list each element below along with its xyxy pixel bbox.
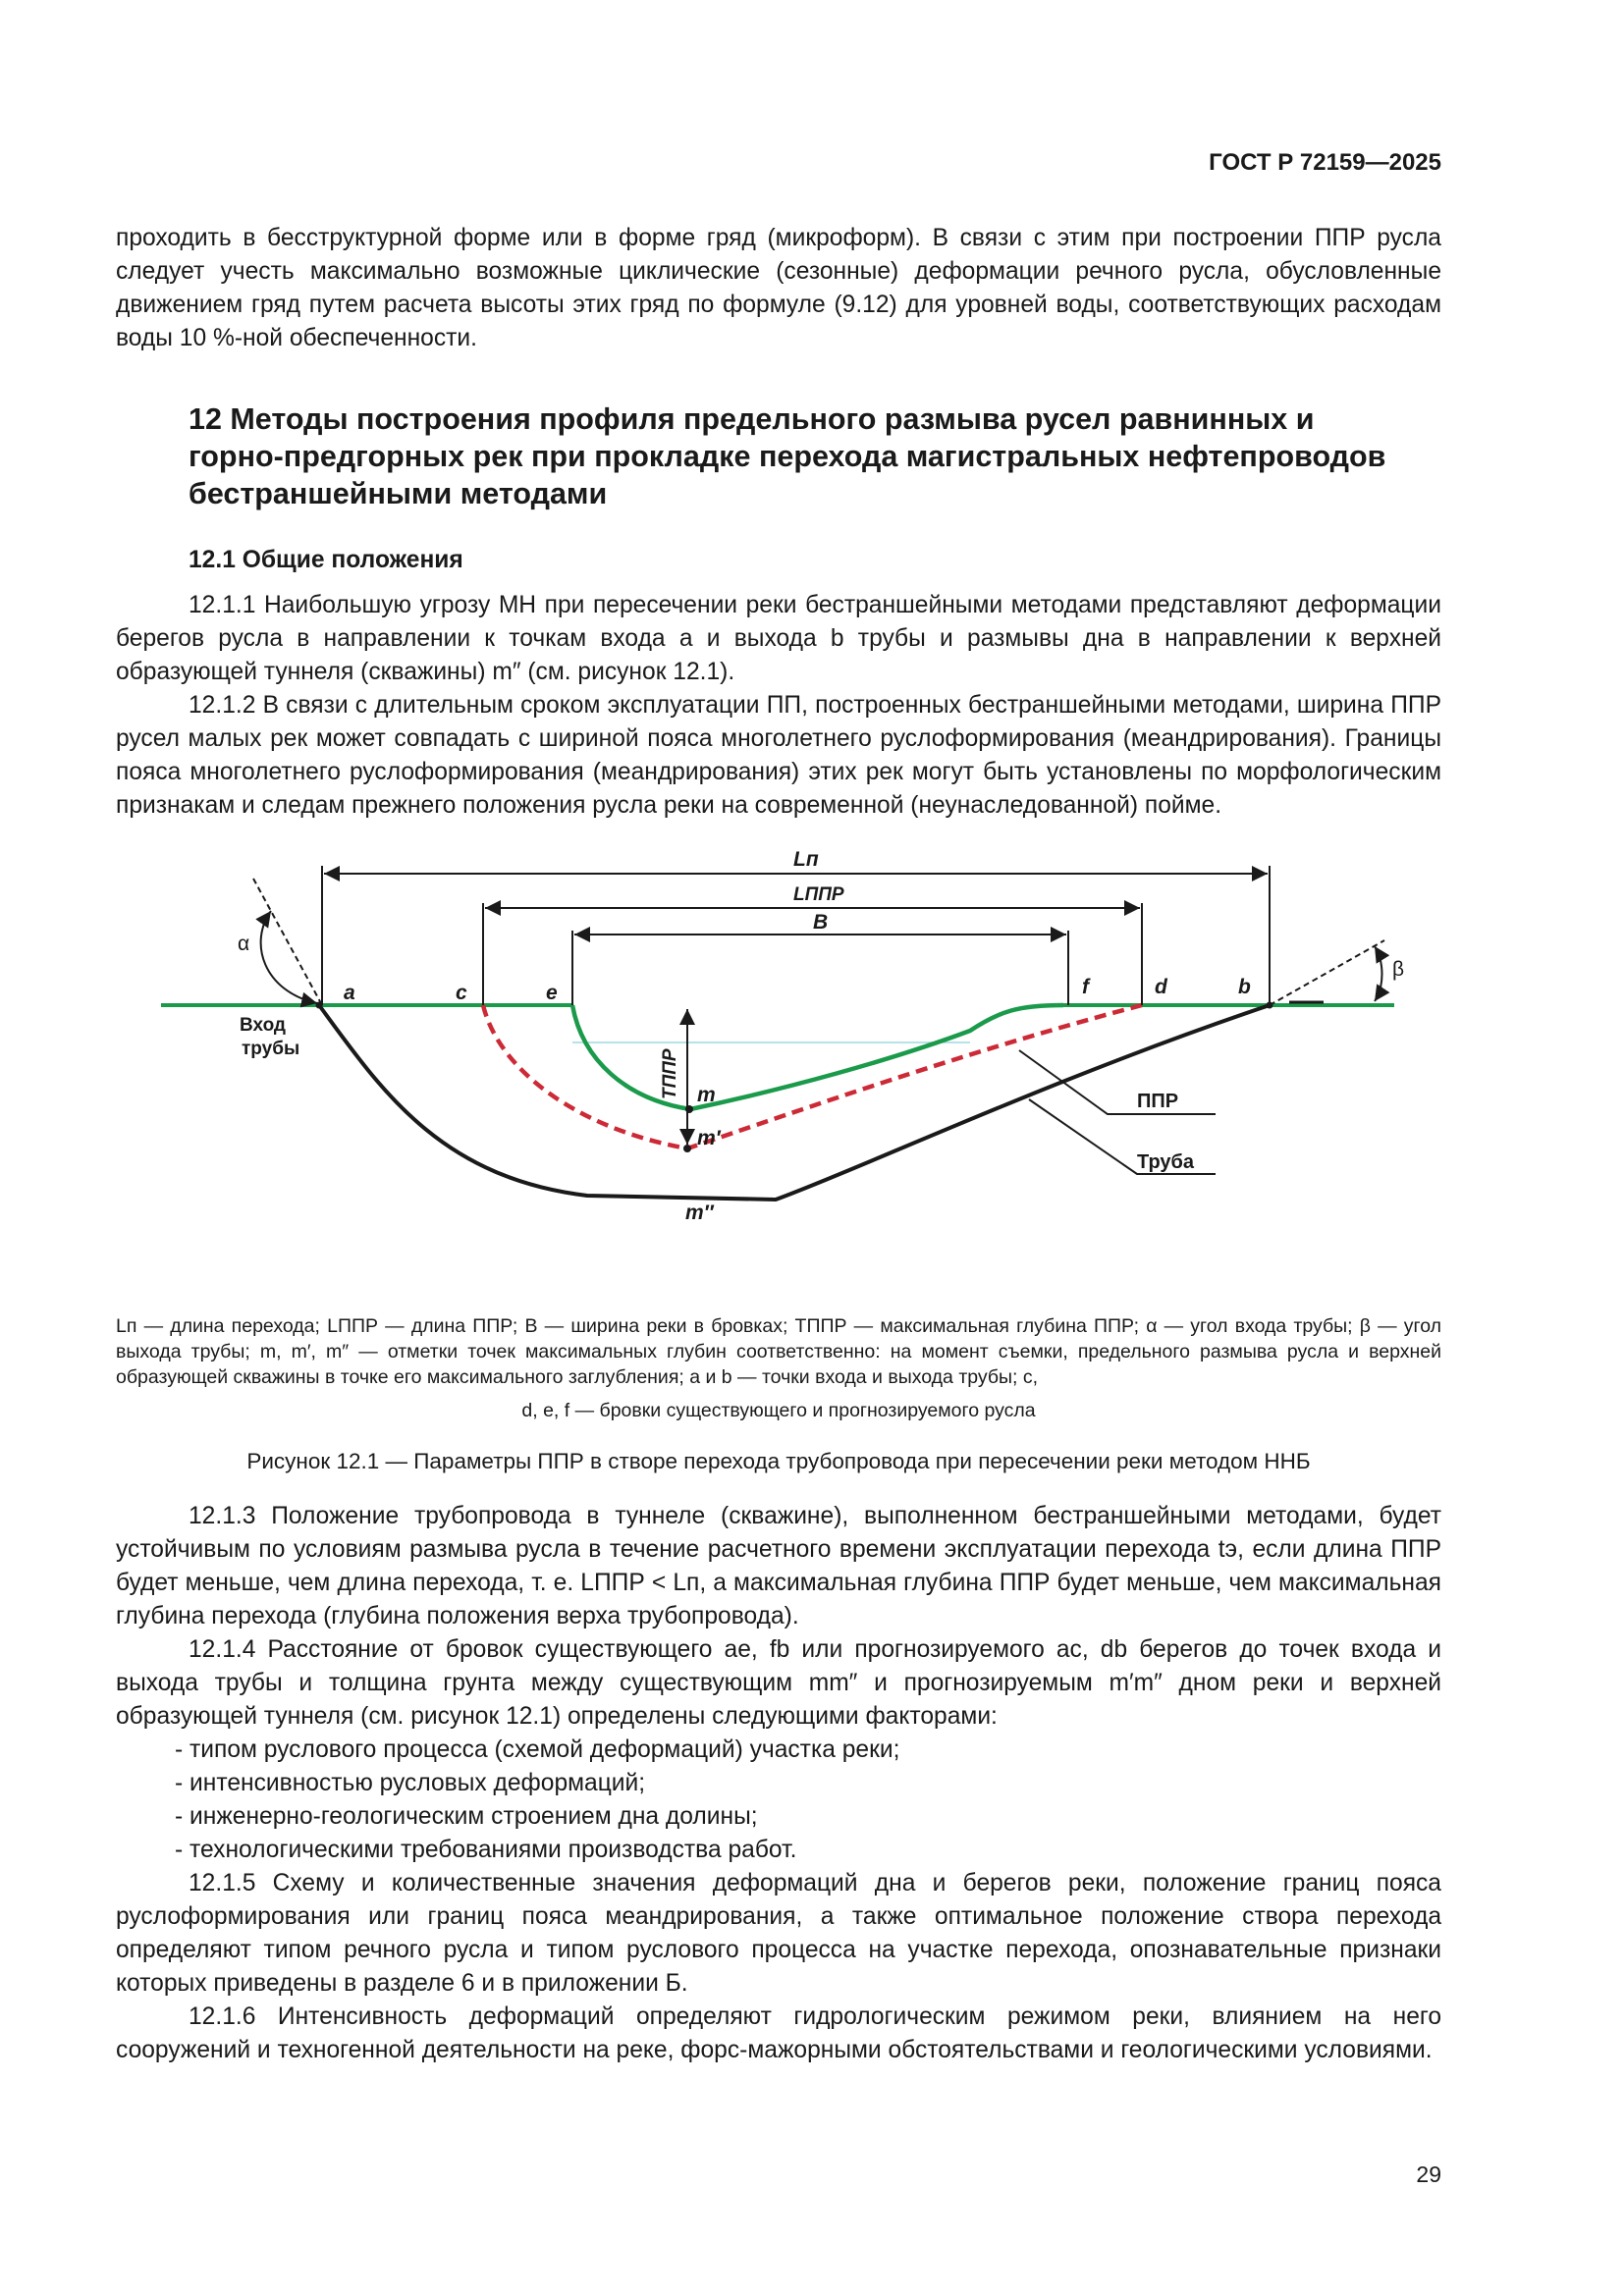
pipe-line: [319, 1005, 1270, 1200]
page-content: [116, 222, 1441, 2067]
label-B: B: [813, 911, 829, 934]
label-T-ppr: TППР: [660, 1048, 680, 1099]
existing-bed-profile: [572, 1005, 1063, 1109]
intro-paragraph: проходить в бесструктурной форме или в форме гряд (микроформ). В связи с этим при построении ППР русла следует учесть максимально возможные циклические (сезонные) деформации речного русла, обусловленные движением гряд путем расчета высоты этих гряд по формуле (9.12) для уровней воды, соответствующих расходам воды 10 %-ной обеспеченности.: [116, 225, 1441, 351]
limit-profile-ppr: [483, 1005, 1142, 1148]
label-entry-1: Вход: [240, 1015, 286, 1036]
diagram: [116, 834, 1441, 1306]
subsection-title: 12.1 Общие положения: [189, 547, 463, 573]
label-ppr: ППР: [1137, 1091, 1179, 1112]
label-b: b: [1238, 976, 1251, 998]
entry-tangent: [253, 879, 322, 1005]
paragraph-12-1-2: 12.1.2 В связи с длительным сроком эксплуатации ПП, построенных бестраншейными методами, ширина ППР русел малых рек может совпадать с шириной пояса многолетнего руслоформирования (меандрирования). Границы пояса многолетнего руслоформирования (меандрирования) этих рек могут быть установлены по морфологическим признакам и следам прежнего положения русла реки на современной (неунаследованной) пойме.: [116, 692, 1441, 819]
list-item: - типом руслового процесса (схемой деформаций) участка реки;: [175, 1736, 900, 1763]
document-header: ГОСТ Р 72159—2025: [1209, 149, 1441, 176]
figure-legend-1: Lп — длина перехода; LППР — длина ППР; B — ширина реки в бровках; TППР — максимальная глубина ППР; α — угол входа трубы; β — угол выхода трубы; m, m′, m″ — отметки точек максимальных глубин соответственно: на момент съемки, предельного размыва русла и верхней образующей скважины в точке его максимального заглубления; a и b — точки входа и выхода трубы; c,: [116, 1315, 1441, 1388]
alpha-arc: [261, 911, 317, 1003]
label-m: m: [697, 1084, 716, 1106]
label-alpha: α: [238, 933, 250, 955]
label-f: f: [1082, 976, 1089, 998]
label-m-double-prime: m″: [685, 1201, 714, 1224]
list-item: - интенсивностью русловых деформаций;: [175, 1770, 646, 1796]
list-item: - инженерно-геологическим строением дна долины;: [175, 1803, 758, 1830]
label-beta: β: [1392, 958, 1405, 981]
label-d: d: [1155, 976, 1167, 998]
figure-12-1: [116, 834, 1441, 1306]
figure-legend-2: d, e, f — бровки существующего и прогнозируемого русла: [521, 1400, 1036, 1421]
label-L-ppr: LППР: [793, 884, 844, 905]
paragraph-12-1-6: 12.1.6 Интенсивность деформаций определяют гидрологическим режимом реки, влиянием на него сооружений и техногенной деятельности на реке, форс-мажорными обстоятельствами и геологическими условиями.: [116, 2003, 1441, 2063]
label-c: c: [456, 982, 467, 1004]
label-pipe: Труба: [1137, 1151, 1195, 1173]
label-L-p: Lп: [793, 848, 819, 871]
beta-arc: [1375, 946, 1382, 1001]
paragraph-12-1-3: 12.1.3 Положение трубопровода в туннеле (скважине), выполненном бестраншейными методами, будет устойчивым по условиям размыва русла в течение расчетного времени эксплуатации перехода tэ, если длина ППР будет меньше, чем длина перехода, т. е. LППР < Lп, а максимальная глубина ППР будет меньше, чем максимальная глубина перехода (глубина положения верха трубопровода).: [116, 1503, 1441, 1629]
label-m-prime: m′: [697, 1127, 721, 1149]
label-e: e: [546, 982, 558, 1004]
exit-tangent: [1270, 940, 1384, 1005]
page-number: 29: [1416, 2162, 1441, 2187]
figure-caption: Рисунок 12.1 — Параметры ППР в створе перехода трубопровода при пересечении реки методом ННБ: [246, 1449, 1311, 1473]
paragraph-12-1-5: 12.1.5 Схему и количественные значения деформаций дна и берегов реки, положение границ пояса руслоформирования или границ пояса меандрирования, а также оптимальное положение створа перехода определяют типом речного русла и типом руслового процесса на участке перехода, опознавательные признаки которых приведены в разделе 6 и в приложении Б.: [116, 1870, 1441, 1997]
list-item: - технологическими требованиями производства работ.: [175, 1837, 797, 1863]
paragraph-12-1-4: 12.1.4 Расстояние от бровок существующего ae, fb или прогнозируемого ac, db берегов до точек входа и выхода трубы и толщина грунта между существующим mm″ и прогнозируемым m′m″ дном реки и верхней образующей туннеля (см. рисунок 12.1) определены следующими факторами:: [116, 1636, 1441, 1730]
factor-list: [116, 1734, 1441, 1867]
label-a: a: [344, 982, 355, 1004]
section-title: 12 Методы построения профиля предельного размыва русел равнинных и горно-предгорных рек при прокладке перехода магистральных нефтепроводов бестраншейными методами: [189, 402, 1386, 510]
label-entry-2: трубы: [242, 1039, 300, 1059]
paragraph-12-1-1: 12.1.1 Наибольшую угрозу МН при пересечении реки бестраншейными методами представляют деформации берегов русла в направлении к точкам входа a и выхода b трубы и размывы дна в направлении к верхней образующей туннеля (скважины) m″ (см. рисунок 12.1).: [116, 592, 1441, 685]
